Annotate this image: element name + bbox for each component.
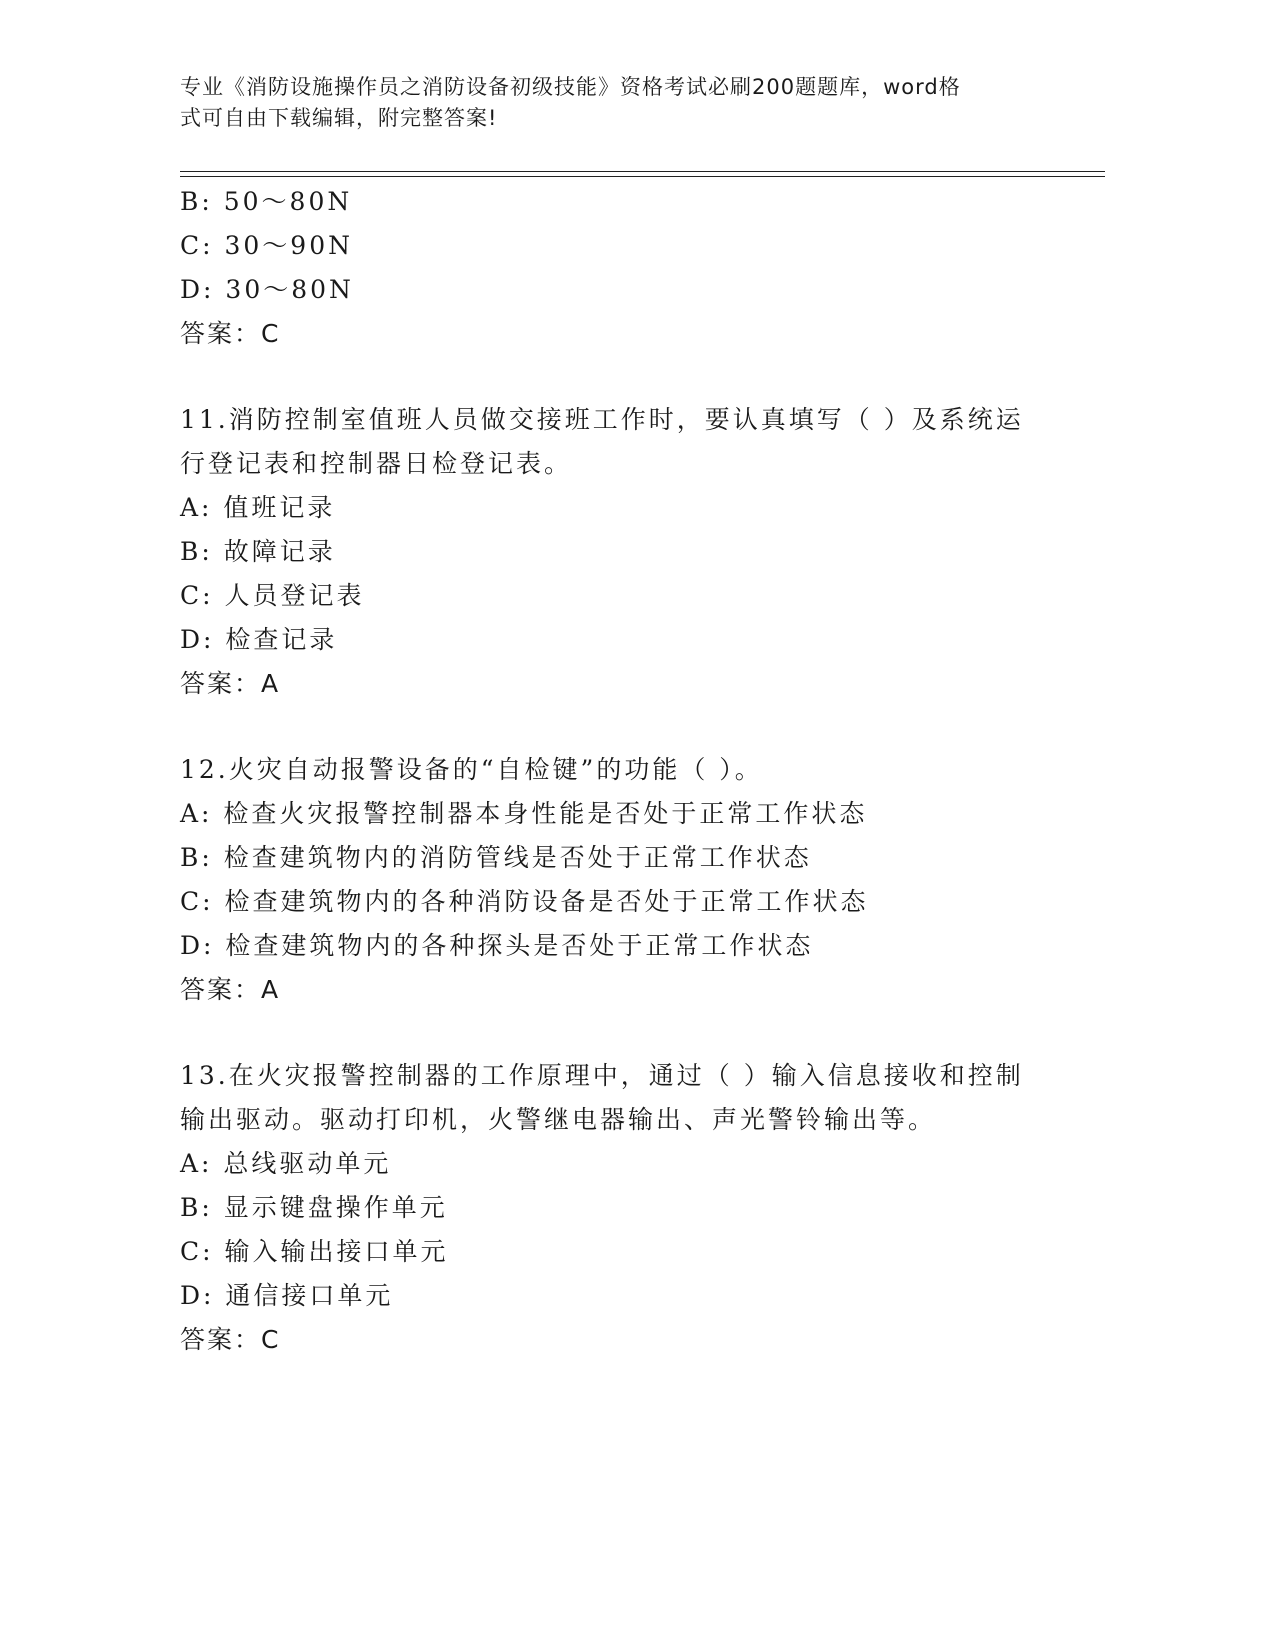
question-stem-line: 13.在火灾报警控制器的工作原理中，通过（ ）输入信息接收和控制	[180, 1061, 1024, 1090]
question-stem-line: 12.火灾自动报警设备的“自检键”的功能（ ）。	[180, 755, 763, 784]
option-b: B: 50～80N	[180, 187, 353, 216]
option-b: B: 检查建筑物内的消防管线是否处于正常工作状态	[180, 843, 812, 872]
option-c: C: 输入输出接口单元	[180, 1237, 449, 1266]
answer-line: 答案：C	[180, 319, 281, 348]
question-11	[180, 398, 1080, 706]
option-c: C: 检查建筑物内的各种消防设备是否处于正常工作状态	[180, 887, 869, 916]
option-d: D: 通信接口单元	[180, 1281, 394, 1310]
question-10-tail	[180, 180, 1080, 356]
option-a: A: 值班记录	[180, 493, 336, 522]
header-divider-bottom	[180, 176, 1105, 177]
option-b: B: 显示键盘操作单元	[180, 1193, 448, 1222]
option-d: D: 检查建筑物内的各种探头是否处于正常工作状态	[180, 931, 814, 960]
option-a: A: 检查火灾报警控制器本身性能是否处于正常工作状态	[180, 799, 868, 828]
option-a: A: 总线驱动单元	[180, 1149, 392, 1178]
answer-line: 答案：C	[180, 1325, 281, 1354]
header-line-2: 式可自由下载编辑，附完整答案!	[180, 106, 498, 130]
question-stem-line: 11.消防控制室值班人员做交接班工作时，要认真填写（ ）及系统运	[180, 405, 1024, 434]
document-header	[180, 72, 1040, 134]
option-c: C: 30～90N	[180, 231, 353, 260]
header-line-1: 专业《消防设施操作员之消防设备初级技能》资格考试必刷200题题库，word格	[180, 75, 961, 99]
header-divider-top	[180, 171, 1105, 172]
answer-line: 答案：A	[180, 669, 281, 698]
question-13	[180, 1054, 1080, 1362]
option-c: C: 人员登记表	[180, 581, 365, 610]
question-stem-line: 行登记表和控制器日检登记表。	[180, 449, 573, 478]
question-stem-line: 输出驱动。驱动打印机，火警继电器输出、声光警铃输出等。	[180, 1105, 937, 1134]
option-d: D: 30～80N	[180, 275, 354, 304]
option-b: B: 故障记录	[180, 537, 336, 566]
answer-line: 答案：A	[180, 975, 281, 1004]
question-12	[180, 748, 1080, 1012]
question-list	[180, 180, 1080, 1362]
option-d: D: 检查记录	[180, 625, 338, 654]
